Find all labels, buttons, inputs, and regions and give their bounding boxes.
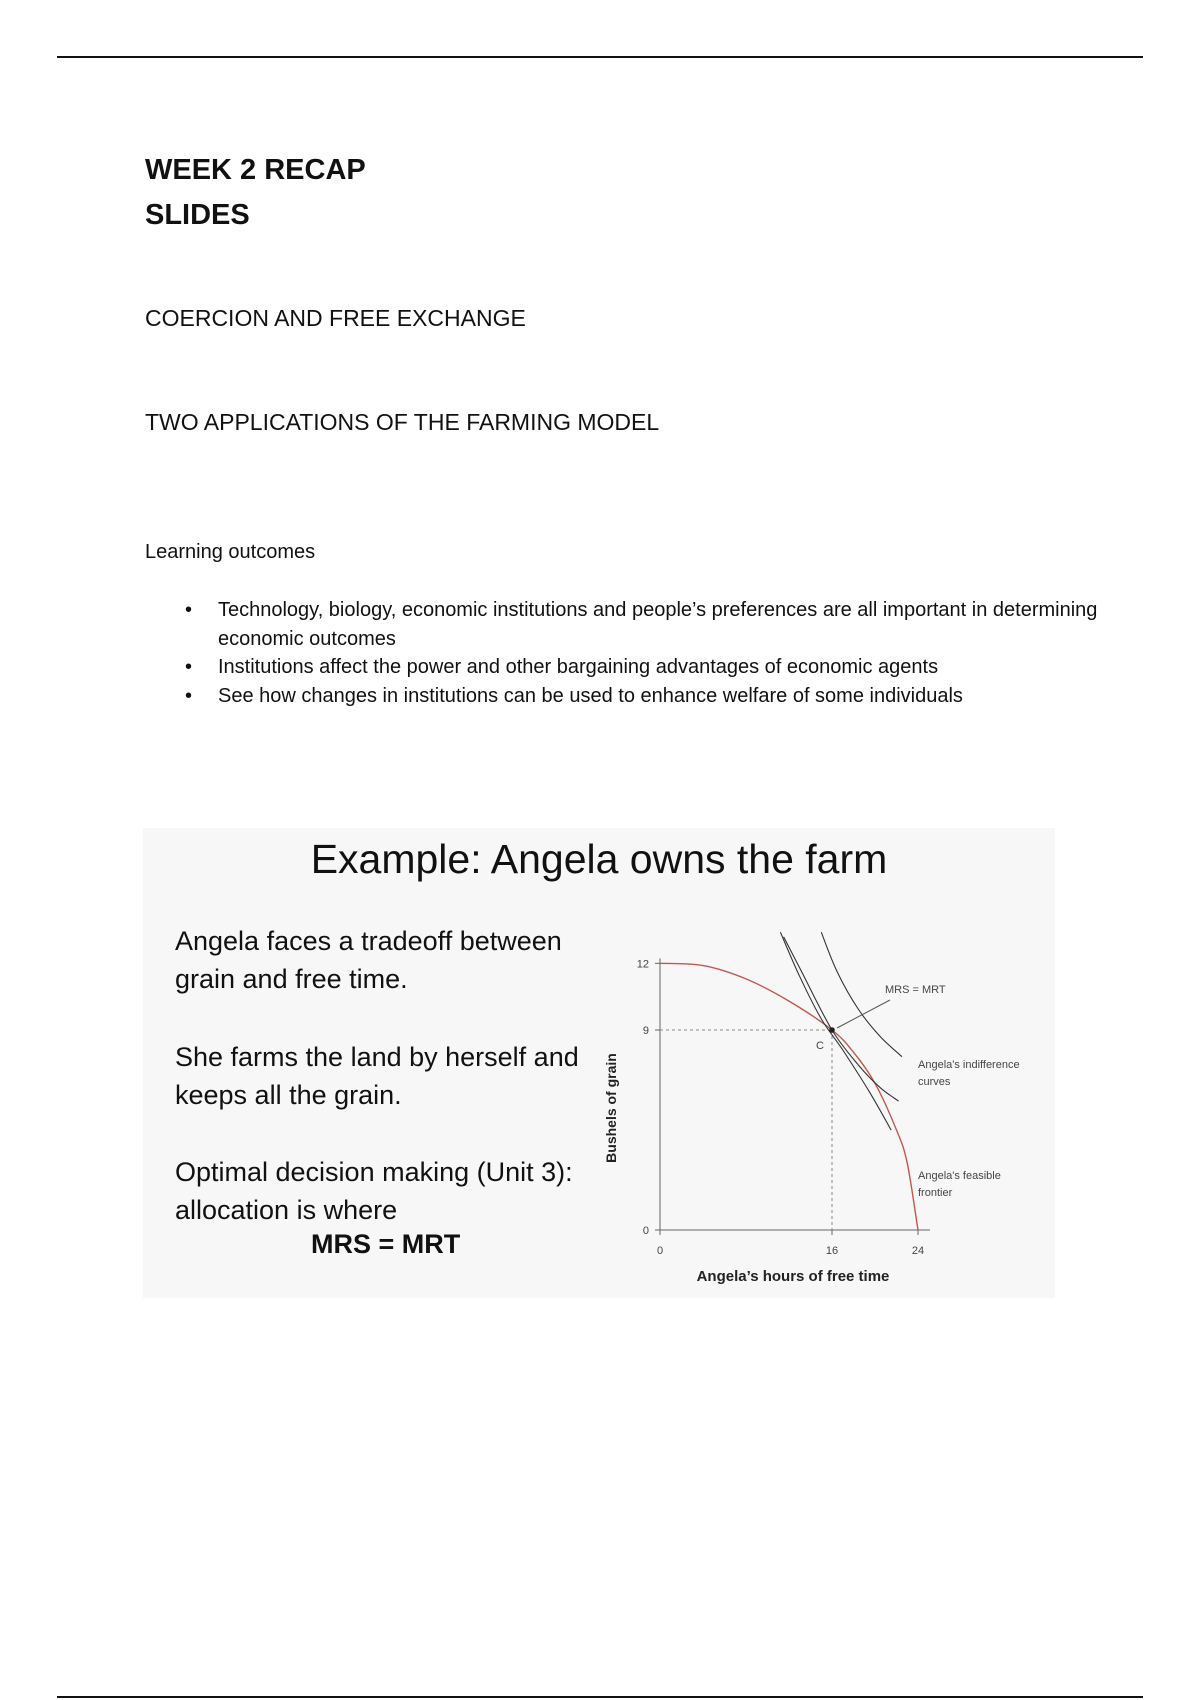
slide-title: Example: Angela owns the farm	[310, 836, 888, 882]
mrs-mrt-pointer	[837, 1000, 890, 1028]
slide-paragraph-farms: She farms the land by herself and keeps all the grain.	[175, 1042, 579, 1110]
feasible-frontier-label-line-1: Angela's feasible	[918, 1170, 1001, 1182]
slide-image	[143, 828, 1055, 1298]
title-line-2: SLIDES	[145, 199, 250, 231]
y-tick-label: 0	[642, 1225, 649, 1237]
y-axis-label: Bushels of grain	[603, 1053, 619, 1163]
learning-outcomes-list	[185, 596, 1105, 710]
list-item: • Technology, biology, economic institutions and people’s preferences are all important in determining economic outcomes	[185, 596, 1105, 653]
x-tick-label: 0	[656, 1245, 664, 1257]
bottom-rule	[57, 1696, 1143, 1698]
x-tick-label: 16	[825, 1245, 839, 1257]
indifference-curve	[784, 937, 899, 1101]
list-item: • See how changes in institutions can be used to enhance welfare of some individuals	[185, 682, 1105, 711]
point-c-marker	[829, 1027, 835, 1033]
chart-figure	[598, 918, 1048, 1288]
feasible-frontier-label-line-2: frontier	[918, 1187, 953, 1199]
y-tick-label: 12	[636, 958, 649, 971]
indifference-curves-label-line-2: curves	[918, 1076, 951, 1088]
list-item: • Institutions affect the power and other bargaining advantages of economic agents	[185, 653, 1105, 682]
y-tick-label: 9	[642, 1025, 649, 1037]
document-title	[145, 148, 366, 238]
slide-paragraph-optimal: Optimal decision making (Unit 3): allocation is where	[175, 1157, 573, 1225]
x-axis-label: Angela’s hours of free time	[696, 1268, 890, 1285]
slide-paragraph-tradeoff: Angela faces a tradeoff between grain and free time.	[175, 926, 562, 994]
section-heading-coercion: COERCION AND FREE EXCHANGE	[145, 305, 526, 331]
section-heading-applications: TWO APPLICATIONS OF THE FARMING MODEL	[145, 409, 660, 435]
learning-outcomes-heading: Learning outcomes	[145, 541, 316, 563]
feasible-frontier-curve	[660, 963, 918, 1230]
x-tick-label: 24	[911, 1245, 925, 1257]
indifference-curves-label-line-1: Angela's indifference	[918, 1059, 1020, 1071]
title-line-1: WEEK 2 RECAP	[145, 154, 366, 186]
point-c-label: C	[816, 1040, 824, 1052]
top-rule	[57, 56, 1143, 58]
slide-equation: MRS = MRT	[311, 1229, 461, 1259]
mrs-mrt-annotation: MRS = MRT	[885, 984, 946, 996]
